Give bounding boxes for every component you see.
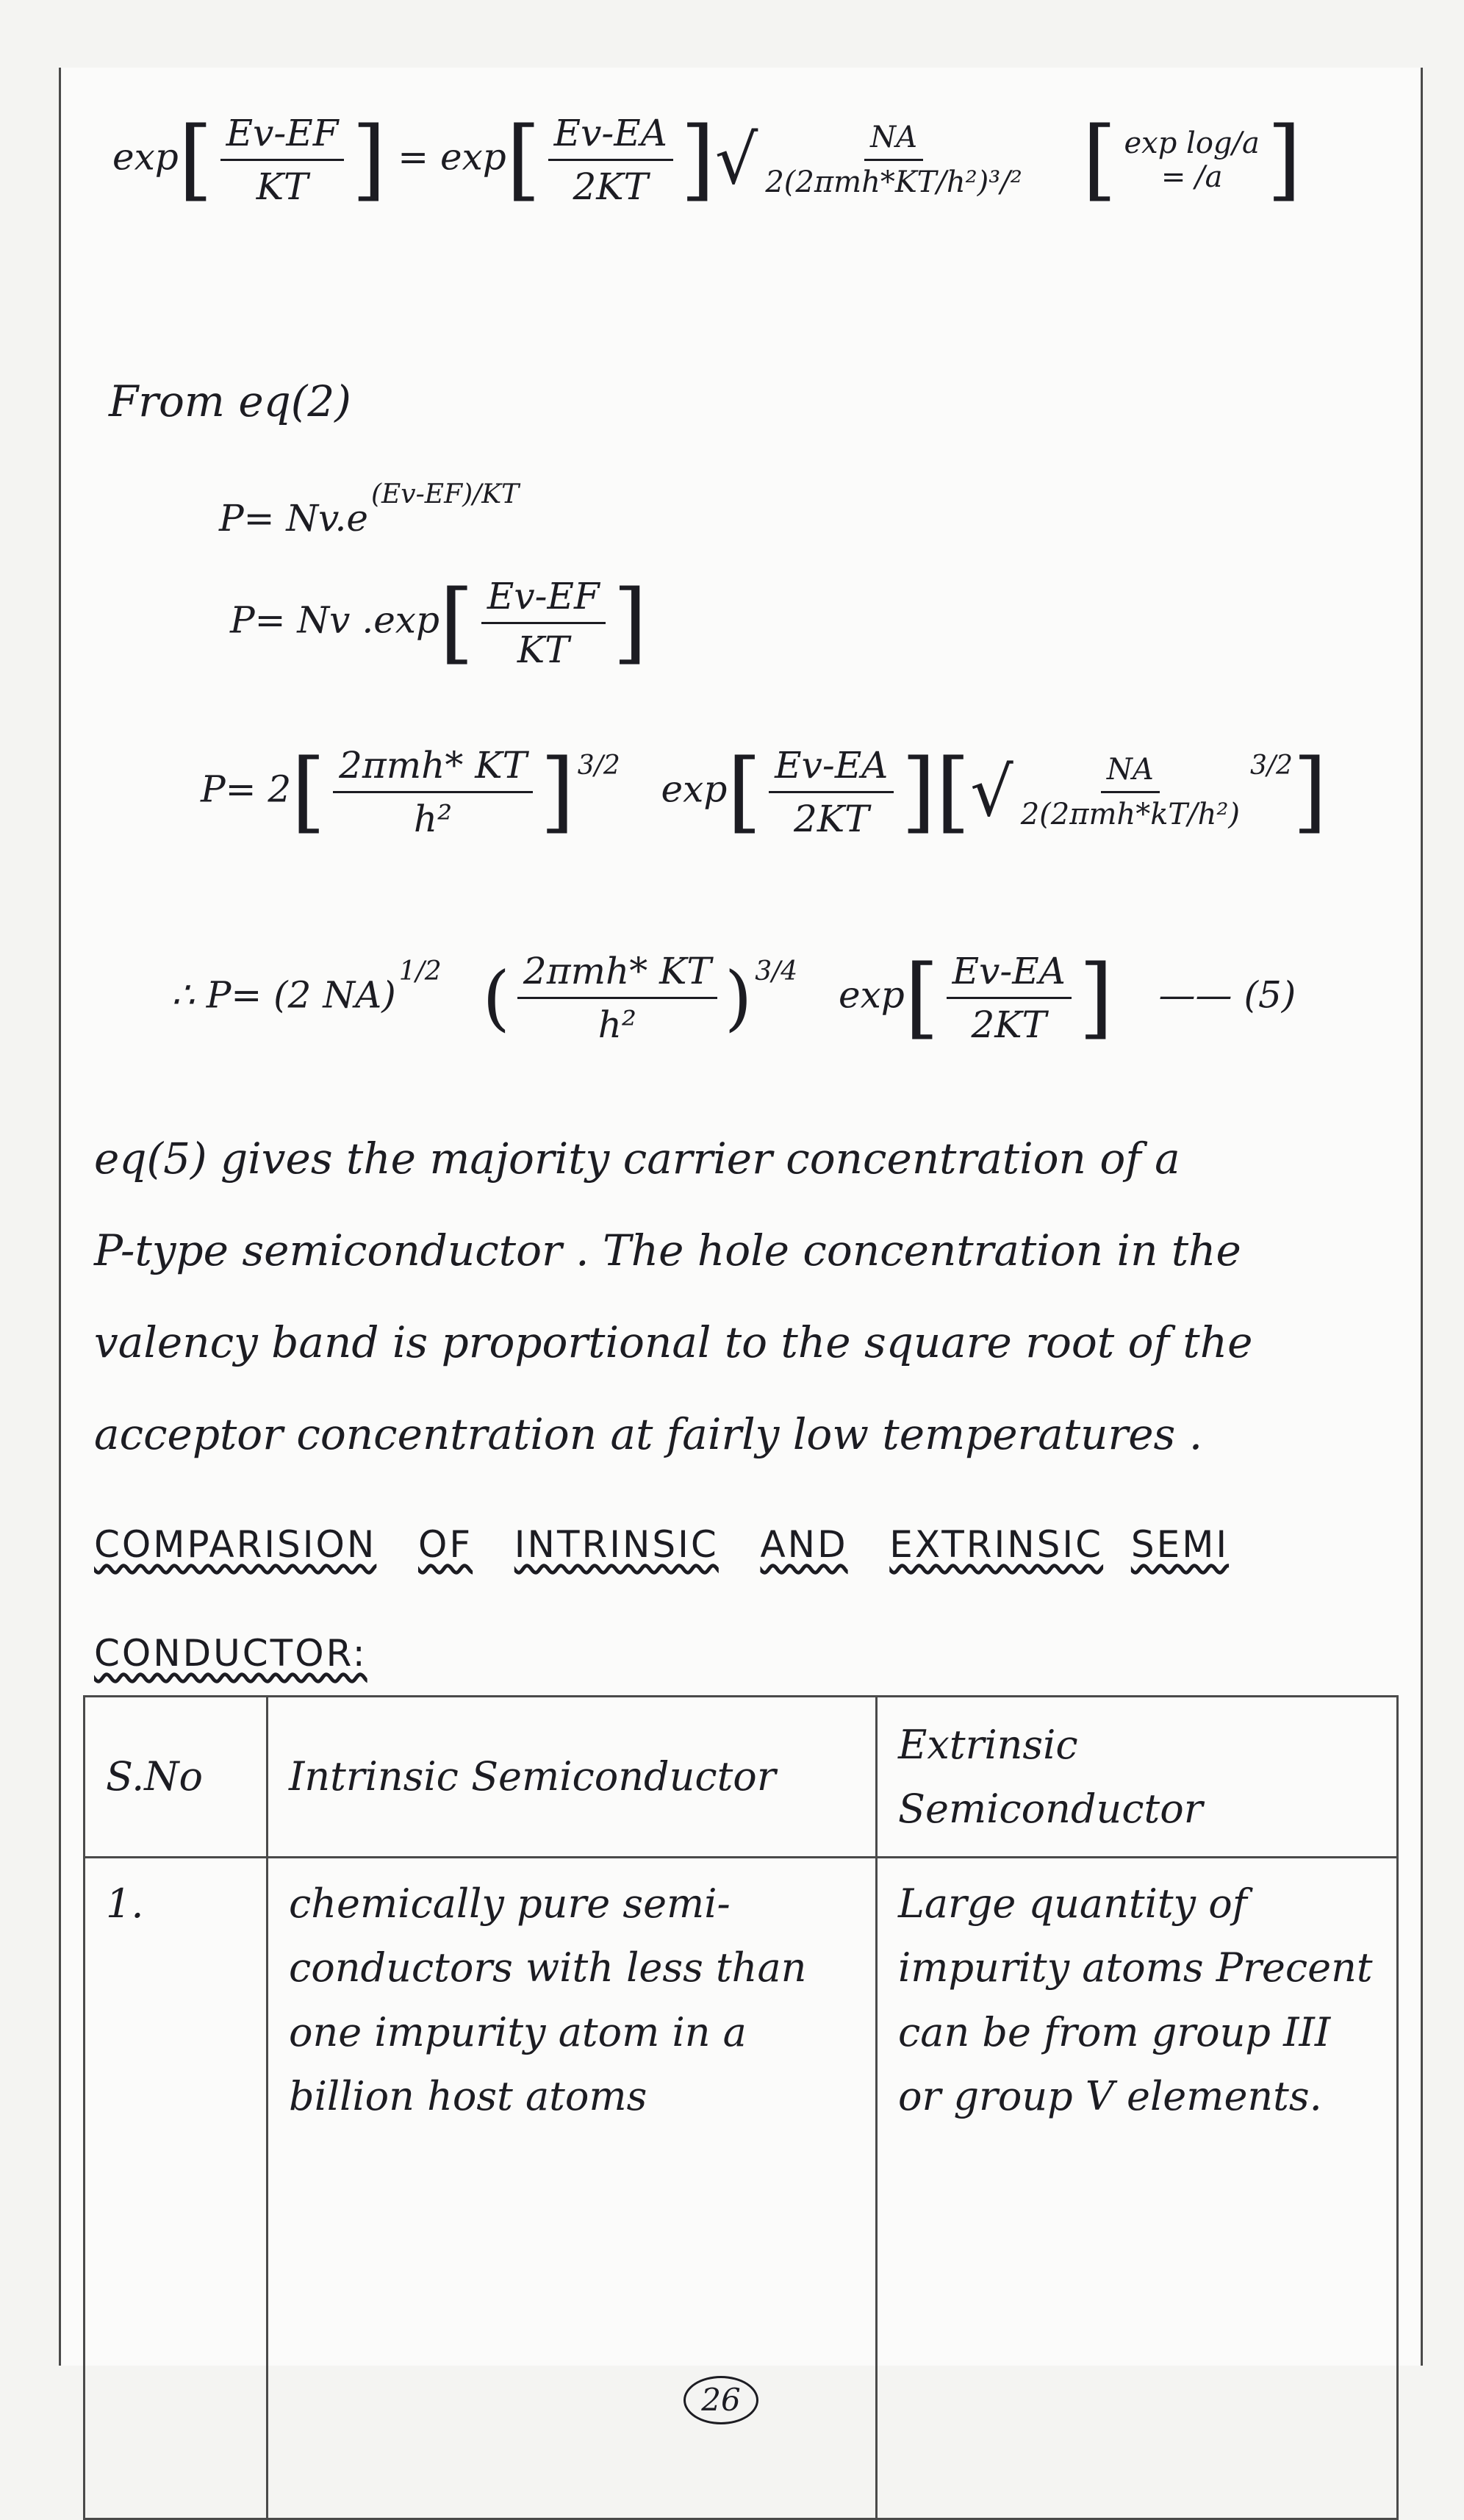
sqrt-symbol: √ [970,753,1013,831]
eq4-fraction: $\frac{\text{2πmh* KT}}{\text{h²}}$ [333,744,533,840]
equation-4: P= 2[ $\frac{\text{2πmh* KT}}{\text{h²}}$ ] $^{3/2}$ exp[ $\frac{Ev-EA}{2KT}$ ][√ $\frac{NA}{\text{2(2πmh*kT/h²)}}$ $^{3/2}$] [201,740,1327,843]
equation-1: exp[ $\frac{Ev-EF}{KT}$ ] = exp[ $\frac{Ev-EA}{2KT}$ ]√ $\frac{NA}{\text{2(2πmh*KT/h²)³/²}}$ [ exp log/a = /a ] [112,108,1302,211]
eq4-sqrt-fraction: $\frac{NA}{\text{2(2πmh*kT/h²)}}$ [1020,753,1240,831]
equation-2: $P= Nv.e^{(Ev-EF)/KT}$ [219,479,520,540]
page-number: 26 [683,2376,758,2424]
eq1-lhs-func: exp [112,135,179,179]
section-heading-cont: CONDUCTOR: [94,1632,367,1675]
notebook-page [59,68,1423,2366]
header-intrinsic: Intrinsic Semiconductor [268,1697,877,1858]
equation-3: P= Nv .exp[ $\frac{Ev-EF}{KT}$ ] [230,571,647,674]
cell-intrinsic: chemically pure semi- conductors with less than one impurity atom in a billion host atoms [268,1858,877,2519]
eq4-exp-fraction: $\frac{Ev-EA}{2KT}$ [769,744,894,840]
eq1-sqrt-fraction: $\frac{NA}{\text{2(2πmh*KT/h²)³/²}}$ [765,121,1022,199]
eq1-lhs-fraction: $\frac{Ev-EF}{KT}$ [220,112,345,208]
cell-extrinsic: Large quantity of impurity atoms Precent can be from group III or group V elements. [877,1858,1398,2519]
eq1-aside-note: exp log/a = /a [1124,126,1260,194]
eq1-rhs-func: exp [440,135,506,179]
paragraph-line-1: eq(5) gives the majority carrier concentration of a [94,1134,1180,1184]
table-header-row [85,1697,1398,1858]
sqrt-symbol: √ [714,121,758,199]
paragraph-line-4: acceptor concentration at fairly low temperatures . [94,1409,1203,1459]
equation-5: ∴ P= (2 NA)$^{1/2}$ ( $\frac{\text{2πmh* KT}}{\text{h²}}$ ) $^{3/4}$ exp[ $\frac{Ev-EA}{2KT}$ ] —— (5) [171,946,1296,1049]
paragraph-line-2: P-type semiconductor . The hole concentration in the [94,1225,1241,1275]
section-heading: COMPARISION OF INTRINSIC AND EXTRINSIC SEMI [94,1523,1230,1566]
eq1-rhs-fraction: $\frac{Ev-EA}{2KT}$ [548,112,673,208]
eq5-exp-fraction: $\frac{Ev-EA}{2KT}$ [947,950,1072,1046]
eq3-fraction: $\frac{Ev-EF}{KT}$ [481,575,606,671]
equation-tag: (5) [1244,973,1296,1017]
header-sno: S.No [85,1697,268,1858]
cell-sno: 1. [85,1858,268,2519]
from-eq-label: From eq(2) [109,376,351,426]
eq5-fraction: $\frac{\text{2πmh* KT}}{\text{h²}}$ [517,950,717,1046]
header-extrinsic: Extrinsic Semiconductor [877,1697,1398,1858]
paragraph-line-3: valency band is proportional to the square root of the [94,1317,1253,1367]
